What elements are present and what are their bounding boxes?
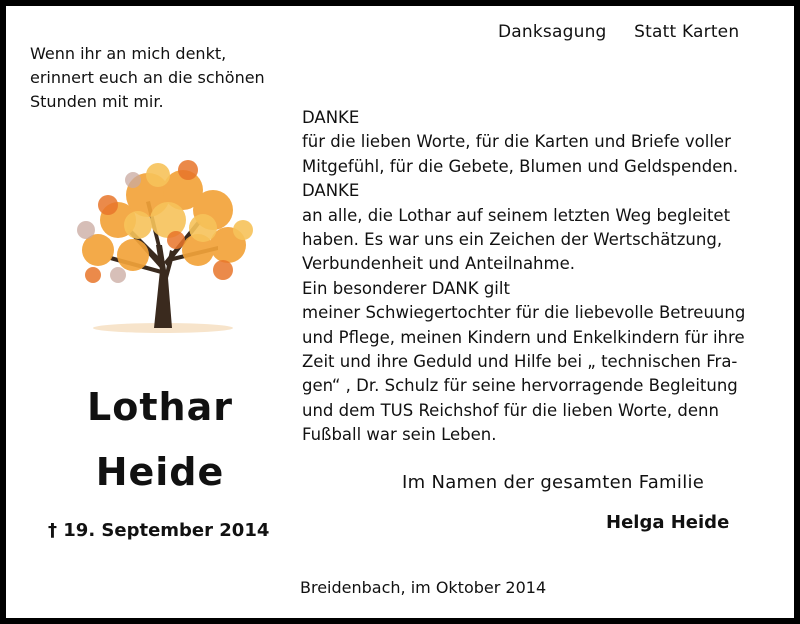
text-line: an alle, die Lothar auf seinem letzten Weg begleitet — [302, 205, 731, 225]
text-line: und Pflege, meinen Kindern und Enkelkindern für ihre — [302, 327, 745, 347]
deceased-last-name: Heide — [95, 450, 225, 494]
text-line: gen“ , Dr. Schulz für seine hervorragende Begleitung — [302, 376, 738, 396]
header-statt-karten: Statt Karten — [634, 22, 740, 42]
notice-header — [498, 22, 739, 42]
text-line: Ein besonderer DANK gilt — [302, 278, 510, 298]
text-line: für die lieben Worte, für die Karten und Briefe voller — [302, 132, 731, 152]
text-line: meiner Schwiegertochter für die liebevolle Betreuung — [302, 303, 746, 323]
autumn-tree-icon — [58, 150, 268, 340]
text-line: Mitgefühl, für die Gebete, Blumen und Geldspenden. — [302, 156, 739, 176]
signer-name: Helga Heide — [606, 512, 730, 533]
text-line: haben. Es war uns ein Zeichen der Wertschätzung, — [302, 230, 723, 250]
quote-line: Wenn ihr an mich denkt, — [30, 44, 227, 63]
text-line: DANKE — [302, 108, 360, 127]
quote-line: erinnert euch an die schönen — [30, 68, 265, 87]
memorial-quote — [30, 42, 290, 114]
text-line: und dem TUS Reichshof für die lieben Worte, denn — [302, 400, 719, 420]
header-danksagung: Danksagung — [498, 22, 607, 42]
family-signoff: Im Namen der gesamten Familie — [402, 472, 705, 493]
text-line: Fußball war sein Leben. — [302, 425, 497, 445]
text-line: Zeit und ihre Geduld und Hilfe bei „ technischen Fra- — [302, 352, 738, 372]
death-date: † 19. September 2014 — [48, 520, 270, 541]
place-and-date: Breidenbach, im Oktober 2014 — [300, 578, 547, 597]
text-line: DANKE — [302, 181, 360, 201]
quote-line: Stunden mit mir. — [30, 92, 164, 111]
thank-you-text — [302, 106, 772, 448]
text-line: Verbundenheit und Anteilnahme. — [302, 254, 575, 274]
deceased-first-name: Lothar — [87, 385, 233, 429]
